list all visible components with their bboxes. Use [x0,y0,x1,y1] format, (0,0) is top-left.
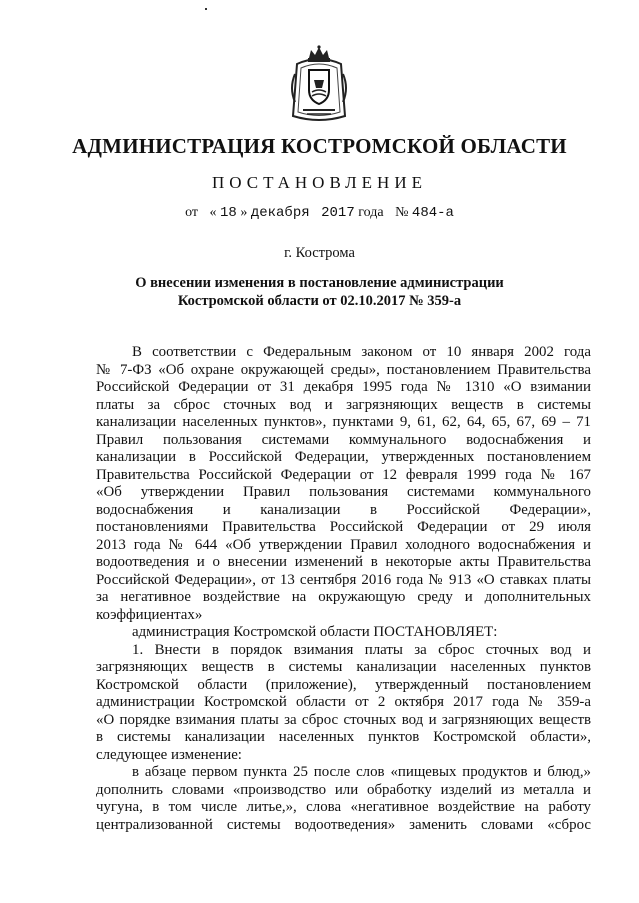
body-line: Костромской области (приложение), утвержденный постановлением [96,676,591,693]
body-line: 1. Внести в порядок взимания платы за сброс сточных вод и [132,641,591,658]
date-line [0,205,639,221]
number-sign: № [395,205,409,220]
body-line: загрязняющих веществ в системы канализации населенных пунктов [96,659,591,675]
date-year-word: года [358,205,384,220]
resolution-line: администрация Костромской области ПОСТАНОВЛЯЕТ: [132,624,498,640]
subject-line: Костромской области от 02.10.2017 № 359-а [177,293,462,309]
body-line: № 7-ФЗ «Об охране окружающей среды», постановлением Правительства [96,361,591,378]
body-line: Правил пользования системами коммунального водоснабжения и [96,431,591,448]
body-line: за негативное воздействие на окружающую среду и дополнительных [96,589,591,605]
body-line: платы за сброс сточных вод и загрязняющих веществ в системы [96,396,591,413]
city: г. Кострома [284,245,355,261]
body-line: канализации в Российской Федерации, утвержденных постановлением [96,449,591,465]
date-prefix: от [185,205,198,220]
body-line: чугуна, в том числе литье,», слова «негативное воздействие на работу [96,799,591,815]
body-line: Правительства Российской Федерации от 12 февраля 1999 года № 167 [96,466,591,483]
scan-speck [205,8,207,10]
org-name: АДМИНИСТРАЦИЯ КОСТРОМСКОЙ ОБЛАСТИ [72,134,567,158]
coat-of-arms-icon [287,44,351,124]
document-body [96,344,591,834]
document-number: 484-а [411,205,454,221]
body-line: централизованной системы водоотведения» заменить словами «сброс [96,816,591,833]
body-line: водоотведения и о внесении изменений в некоторые акты Правительства [96,554,591,570]
body-line: водоснабжения и канализации в Российской Федерации», [96,501,591,518]
body-line: В соответствии с Федеральным законом от 10 января 2002 года [132,344,591,360]
date-day: 18 [220,205,237,221]
body-line: канализации населенных пунктов», пунктами 9, 61, 62, 64, 65, 67, 69 – 71 [96,414,591,430]
body-line: в абзаце первом пункта 25 после слов «пищевых продуктов и блюд,» [132,764,591,780]
body-line: Российской Федерации», от 13 сентября 2016 года № 913 «О ставках платы [96,571,591,588]
document-subject [0,274,639,310]
close-quote: » [240,205,248,220]
document-type: ПОСТАНОВЛЕНИЕ [211,173,427,192]
body-line: «О порядке взимания платы за сброс сточных вод и загрязняющих веществ [96,711,591,728]
body-line: следующее изменение: [96,746,242,763]
body-line: постановлениями Правительства Российской Федерации от 29 июля [96,519,591,535]
body-line: 2013 года № 644 «Об утверждении Правил холодного водоснабжения и [96,536,591,553]
date-year: 2017 [321,205,355,221]
body-line: дополнить словами «производство или обработку изделий из металла и [96,781,591,798]
body-line: Российской Федерации от 31 декабря 1995 года № 1310 «О взимании [96,379,591,395]
body-line: в системы канализации населенных пунктов Костромской области», [96,729,591,745]
body-line: коэффициентах» [96,606,203,623]
body-line: администрации Костромской области от 2 октября 2017 года № 359-а [96,694,591,710]
date-month: декабря [250,205,310,221]
open-quote: « [209,205,217,220]
body-line: «Об утверждении Правил пользования системами коммунального [96,484,591,500]
subject-line: О внесении изменения в постановление администрации [135,275,504,291]
